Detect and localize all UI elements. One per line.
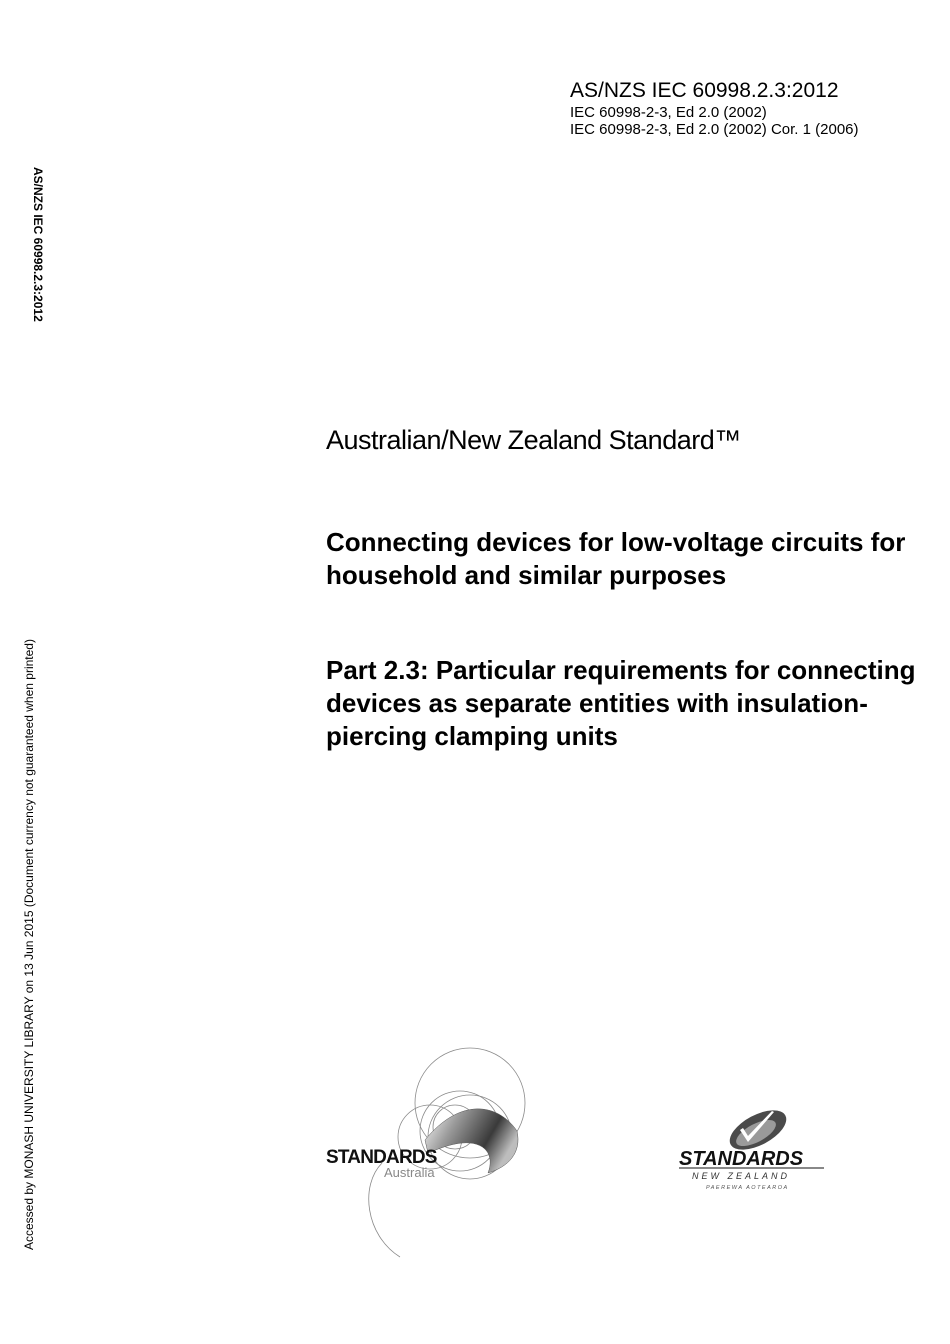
standards-new-zealand-logo xyxy=(676,1100,831,1200)
series-title: Australian/New Zealand Standard™ xyxy=(326,425,741,455)
standard-number: AS/NZS IEC 60998.2.3:2012 xyxy=(570,79,839,102)
standards-australia-logo xyxy=(320,1045,540,1260)
nz-logo-word: STANDARDS xyxy=(679,1148,804,1170)
access-note: Accessed by MONASH UNIVERSITY LIBRARY on 13 Jun 2015 (Document currency not guaranteed when printed) xyxy=(22,639,36,1250)
nz-logo-sub2: PAEREWA AOTEAROA xyxy=(706,1185,789,1191)
document-title: Connecting devices for low-voltage circuits for household and similar purposes xyxy=(326,527,906,590)
spine-label: AS/NZS IEC 60998.2.3:2012 xyxy=(31,167,45,322)
iec-reference-1: IEC 60998-2-3, Ed 2.0 (2002) xyxy=(570,104,767,121)
document-part-title: Part 2.3: Particular requirements for connecting devices as separate entities with insulation-piercing clamping units xyxy=(326,655,916,751)
iec-reference-2: IEC 60998-2-3, Ed 2.0 (2002) Cor. 1 (2006) xyxy=(570,121,859,138)
sa-logo-sub: Australia xyxy=(384,1165,435,1180)
nz-logo-sub: NEW ZEALAND xyxy=(692,1171,791,1181)
sa-logo-word: STANDARDS xyxy=(326,1147,437,1168)
logo-swoosh xyxy=(425,1109,518,1173)
